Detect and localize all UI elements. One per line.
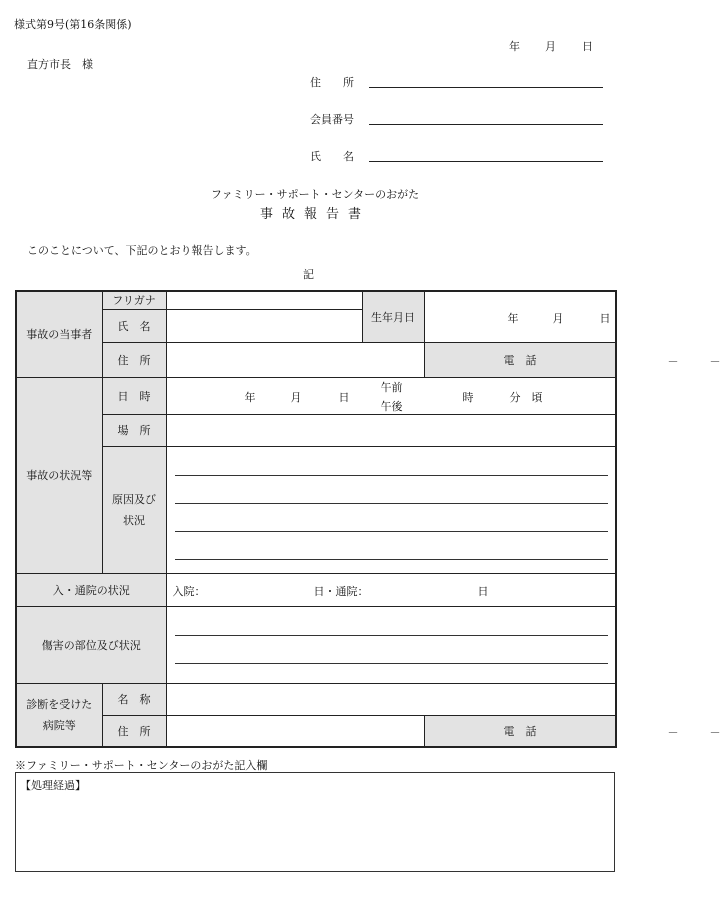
addressee: 直方市長 様 [27, 58, 93, 71]
address-field[interactable] [166, 342, 424, 377]
memo-label: 【処理経過】 [20, 779, 86, 792]
birth-label: 生年月日 [362, 291, 424, 342]
inpatient-day: 日・通院： [313, 584, 369, 598]
cause-field[interactable] [166, 446, 616, 573]
header-date-day: 日 [582, 40, 593, 53]
cause-label [102, 446, 166, 573]
cause-line-4 [175, 559, 608, 560]
applicant-name-label: 氏 名 [310, 150, 354, 163]
applicant-address-line[interactable] [369, 87, 603, 88]
dt-year: 年 [244, 390, 256, 404]
document-title: 事故報告書 [259, 207, 370, 222]
address-label: 住 所 [102, 342, 166, 377]
memo-box[interactable] [15, 772, 615, 872]
applicant-member-no-line[interactable] [369, 124, 603, 125]
injury-label: 傷害の部位及び状況 [16, 606, 166, 683]
outpatient-day: 日 [477, 584, 489, 598]
place-label: 場 所 [102, 414, 166, 446]
birth-field[interactable] [424, 291, 616, 342]
center-note: ※ファミリー・サポート・センターのおがた記入欄 [15, 759, 268, 772]
ki-mark: 記 [303, 268, 314, 281]
phone-sep-1: － [667, 354, 679, 368]
datetime-label: 日 時 [102, 377, 166, 414]
header-date-month: 月 [545, 40, 556, 53]
intro-text: このことについて、下記のとおり報告します。 [27, 244, 257, 257]
phone-sep-2: － [709, 354, 721, 368]
hospital-name-field[interactable] [166, 683, 616, 715]
hospital-address-field[interactable] [166, 715, 424, 747]
dt-hour: 時 [462, 390, 474, 404]
hospital-status-field[interactable] [166, 573, 616, 606]
birth-year: 年 [507, 311, 519, 325]
applicant-member-no-label: 会員番号 [310, 113, 354, 126]
inpatient-label: 入院： [172, 584, 206, 598]
hospital-name-label: 名 称 [102, 683, 166, 715]
hospital-status-label: 入・通院の状況 [16, 573, 166, 606]
situation-header: 事故の状況等 [16, 377, 102, 573]
form-number: 様式第9号(第16条関係) [14, 18, 132, 31]
hospital-phone-sep-2: － [709, 725, 721, 739]
dt-minute: 分 頃 [509, 390, 543, 404]
cause-line-3 [175, 531, 608, 532]
datetime-field[interactable] [166, 377, 616, 414]
name-label: 氏 名 [102, 309, 166, 342]
birth-month: 月 [552, 311, 564, 325]
party-header: 事故の当事者 [16, 291, 102, 377]
injury-line-2 [175, 663, 608, 664]
injury-line-1 [175, 635, 608, 636]
phone-label: 電 話 [424, 342, 616, 377]
org-name: ファミリー・サポート・センターのおがた [210, 188, 420, 201]
hospital-header-line-1: 診断を受けた [26, 698, 93, 712]
furigana-label: フリガナ [102, 291, 166, 309]
cause-label-line-1: 原因及び [112, 493, 156, 506]
header-date-year: 年 [509, 40, 520, 53]
name-field[interactable] [166, 309, 362, 342]
injury-field[interactable] [166, 606, 616, 683]
dt-day: 日 [338, 390, 350, 404]
hospital-address-label: 住 所 [102, 715, 166, 747]
applicant-address-label: 住 所 [310, 76, 354, 89]
hospital-phone-sep-1: － [667, 725, 679, 739]
hospital-header-line-2: 病院等 [42, 719, 76, 733]
applicant-name-line[interactable] [369, 161, 603, 162]
accident-report-table [15, 290, 721, 748]
dt-pm[interactable]: 午後 [380, 399, 403, 413]
cause-line-1 [175, 475, 608, 476]
birth-day: 日 [599, 311, 611, 325]
dt-month: 月 [290, 390, 302, 404]
cause-label-line-2: 状況 [123, 514, 145, 527]
cause-line-2 [175, 503, 608, 504]
hospital-header [16, 683, 102, 747]
hospital-phone-label: 電 話 [424, 715, 616, 747]
dt-am[interactable]: 午前 [380, 380, 403, 394]
place-field[interactable] [166, 414, 616, 446]
furigana-field[interactable] [166, 291, 362, 309]
